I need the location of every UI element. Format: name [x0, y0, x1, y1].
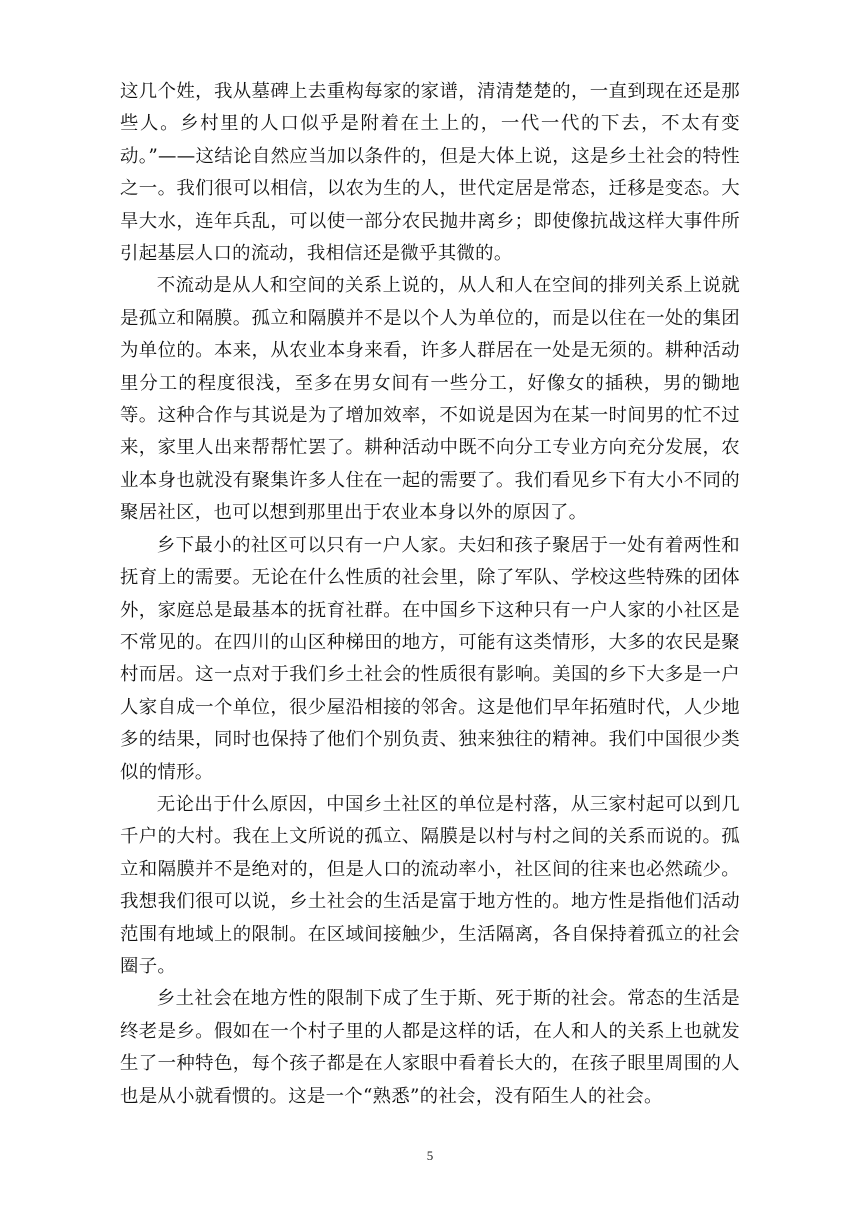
- paragraph-1: 这几个姓，我从墓碑上去重构每家的家谱，清清楚楚的，一直到现在还是那些人。乡村里的人口似乎是附着在土上的，一代一代的下去，不太有变动。”——这结论自然应当加以条件的，但是大体上说，这是乡土社会的特性之一。我们很可以相信，以农为生的人，世代定居是常态，迁移是变态。大旱大水，连年兵乱，可以使一部分农民抛井离乡；即使像抗战这样大事件所引起基层人口的流动，我相信还是微乎其微的。: [120, 81, 740, 265]
- page-number: 5: [426, 1148, 434, 1163]
- paragraph-4: 无论出于什么原因，中国乡土社区的单位是村落，从三家村起可以到几千户的大村。我在上文所说的孤立、隔膜是以村与村之间的关系而说的。孤立和隔膜并不是绝对的，但是人口的流动率小，社区间的往来也必然疏少。我想我们很可以说，乡土社会的生活是富于地方性的。地方性是指他们活动范围有地域上的限制。在区域间接触少，生活隔离，各自保持着孤立的社会圈子。: [120, 793, 740, 977]
- paragraph-5: 乡土社会在地方性的限制下成了生于斯、死于斯的社会。常态的生活是终老是乡。假如在一个村子里的人都是这样的话，在人和人的关系上也就发生了一种特色，每个孩子都是在人家眼中看着长大的，在孩子眼里周围的人也是从小就看惯的。这是一个“熟悉”的社会，没有陌生人的社会。: [120, 988, 740, 1107]
- paragraph-2: 不流动是从人和空间的关系上说的，从人和人在空间的排列关系上说就是孤立和隔膜。孤立和隔膜并不是以个人为单位的，而是以住在一处的集团为单位的。本来，从农业本身来看，许多人群居在一处是无须的。耕种活动里分工的程度很浅，至多在男女间有一些分工，好像女的插秧，男的锄地等。这种合作与其说是为了增加效率，不如说是因为在某一时间男的忙不过来，家里人出来帮帮忙罢了。耕种活动中既不向分工专业方向充分发展，农业本身也就没有聚集许多人住在一起的需要了。我们看见乡下有大小不同的聚居社区，也可以想到那里出于农业本身以外的原因了。: [120, 275, 740, 524]
- paragraph-3: 乡下最小的社区可以只有一户人家。夫妇和孩子聚居于一处有着两性和抚育上的需要。无论在什么性质的社会里，除了军队、学校这些特殊的团体外，家庭总是最基本的抚育社群。在中国乡下这种只有一户人家的小社区是不常见的。在四川的山区种梯田的地方，可能有这类情形，大多的农民是聚村而居。这一点对于我们乡土社会的性质很有影响。美国的乡下大多是一户人家自成一个单位，很少屋沿相接的邻舍。这是他们早年拓殖时代，人少地多的结果，同时也保持了他们个别负责、独来独往的精神。我们中国很少类似的情形。: [120, 534, 740, 783]
- document-body: [120, 76, 740, 1113]
